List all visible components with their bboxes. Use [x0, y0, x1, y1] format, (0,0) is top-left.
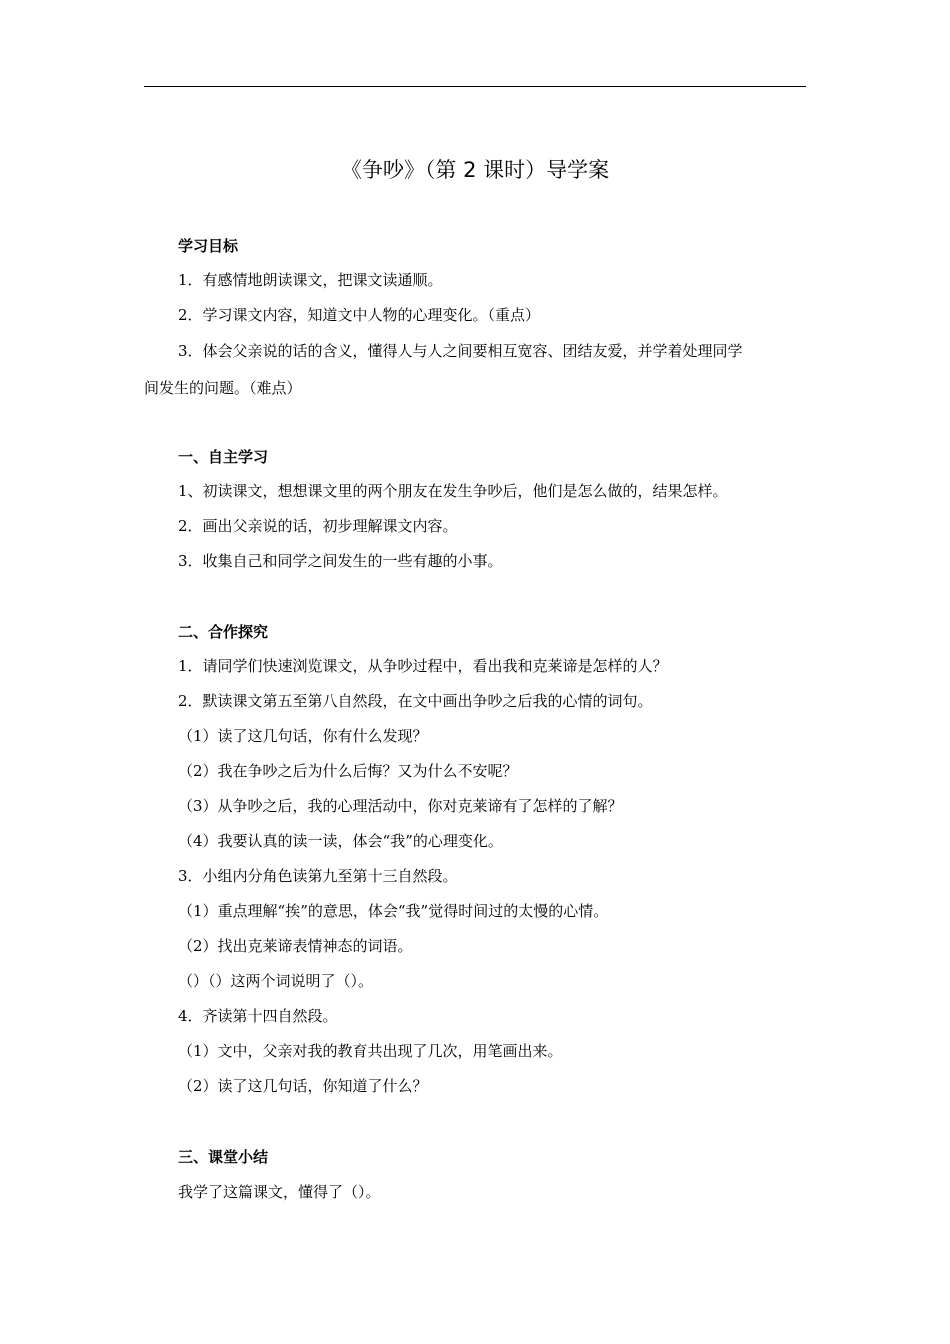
objective-item: 1．有感情地朗读课文，把课文读通顺。 — [178, 271, 443, 289]
section1-heading: 一、自主学习 — [178, 448, 269, 466]
objective-item: 2．学习课文内容，知道文中人物的心理变化。（重点） — [178, 306, 541, 324]
section2-subitem: （1）重点理解“挨”的意思，体会“我”觉得时间过的太慢的心情。 — [178, 902, 609, 920]
section3-heading: 三、课堂小结 — [178, 1148, 269, 1166]
section2-subitem: （1）文中，父亲对我的教育共出现了几次，用笔画出来。 — [178, 1042, 563, 1060]
section1-item: 2．画出父亲说的话，初步理解课文内容。 — [178, 517, 458, 535]
objectives-heading: 学习目标 — [178, 237, 239, 255]
section2-item: 1．请同学们快速浏览课文，从争吵过程中，看出我和克莱谛是怎样的人？ — [178, 657, 668, 675]
objective-item: 3．体会父亲说的话的含义，懂得人与人之间要相互宽容、团结友爱，并学着处理同学 — [178, 342, 743, 360]
section3-item: 我学了这篇课文，懂得了（）。 — [178, 1183, 381, 1201]
section2-subitem: （2）读了这几句话，你知道了什么？ — [178, 1077, 428, 1095]
section2-item: 4．齐读第十四自然段。 — [178, 1007, 338, 1025]
section2-subitem: （1）读了这几句话，你有什么发现？ — [178, 727, 428, 745]
section2-fill-blank: （）（）这两个词说明了（）。 — [178, 972, 374, 990]
section2-subitem: （4）我要认真的读一读，体会“我”的心理变化。 — [178, 832, 503, 850]
section2-subitem: （2）找出克莱谛表情神态的词语。 — [178, 937, 413, 955]
section2-item: 3．小组内分角色读第九至第十三自然段。 — [178, 867, 458, 885]
section1-item: 3．收集自己和同学之间发生的一些有趣的小事。 — [178, 552, 503, 570]
page-title: 《争吵》（第 2 课时）导学案 — [340, 158, 610, 182]
section2-heading: 二、合作探究 — [178, 623, 269, 641]
section2-subitem: （2）我在争吵之后为什么后悔？又为什么不安呢？ — [178, 762, 518, 780]
header-rule — [144, 86, 806, 87]
section2-subitem: （3）从争吵之后，我的心理活动中，你对克莱谛有了怎样的了解？ — [178, 797, 623, 815]
section1-item: 1、初读课文，想想课文里的两个朋友在发生争吵后，他们是怎么做的，结果怎样。 — [178, 482, 728, 500]
section2-item: 2．默读课文第五至第八自然段，在文中画出争吵之后我的心情的词句。 — [178, 692, 653, 710]
objective-item-continuation: 间发生的问题。（难点） — [144, 379, 302, 397]
